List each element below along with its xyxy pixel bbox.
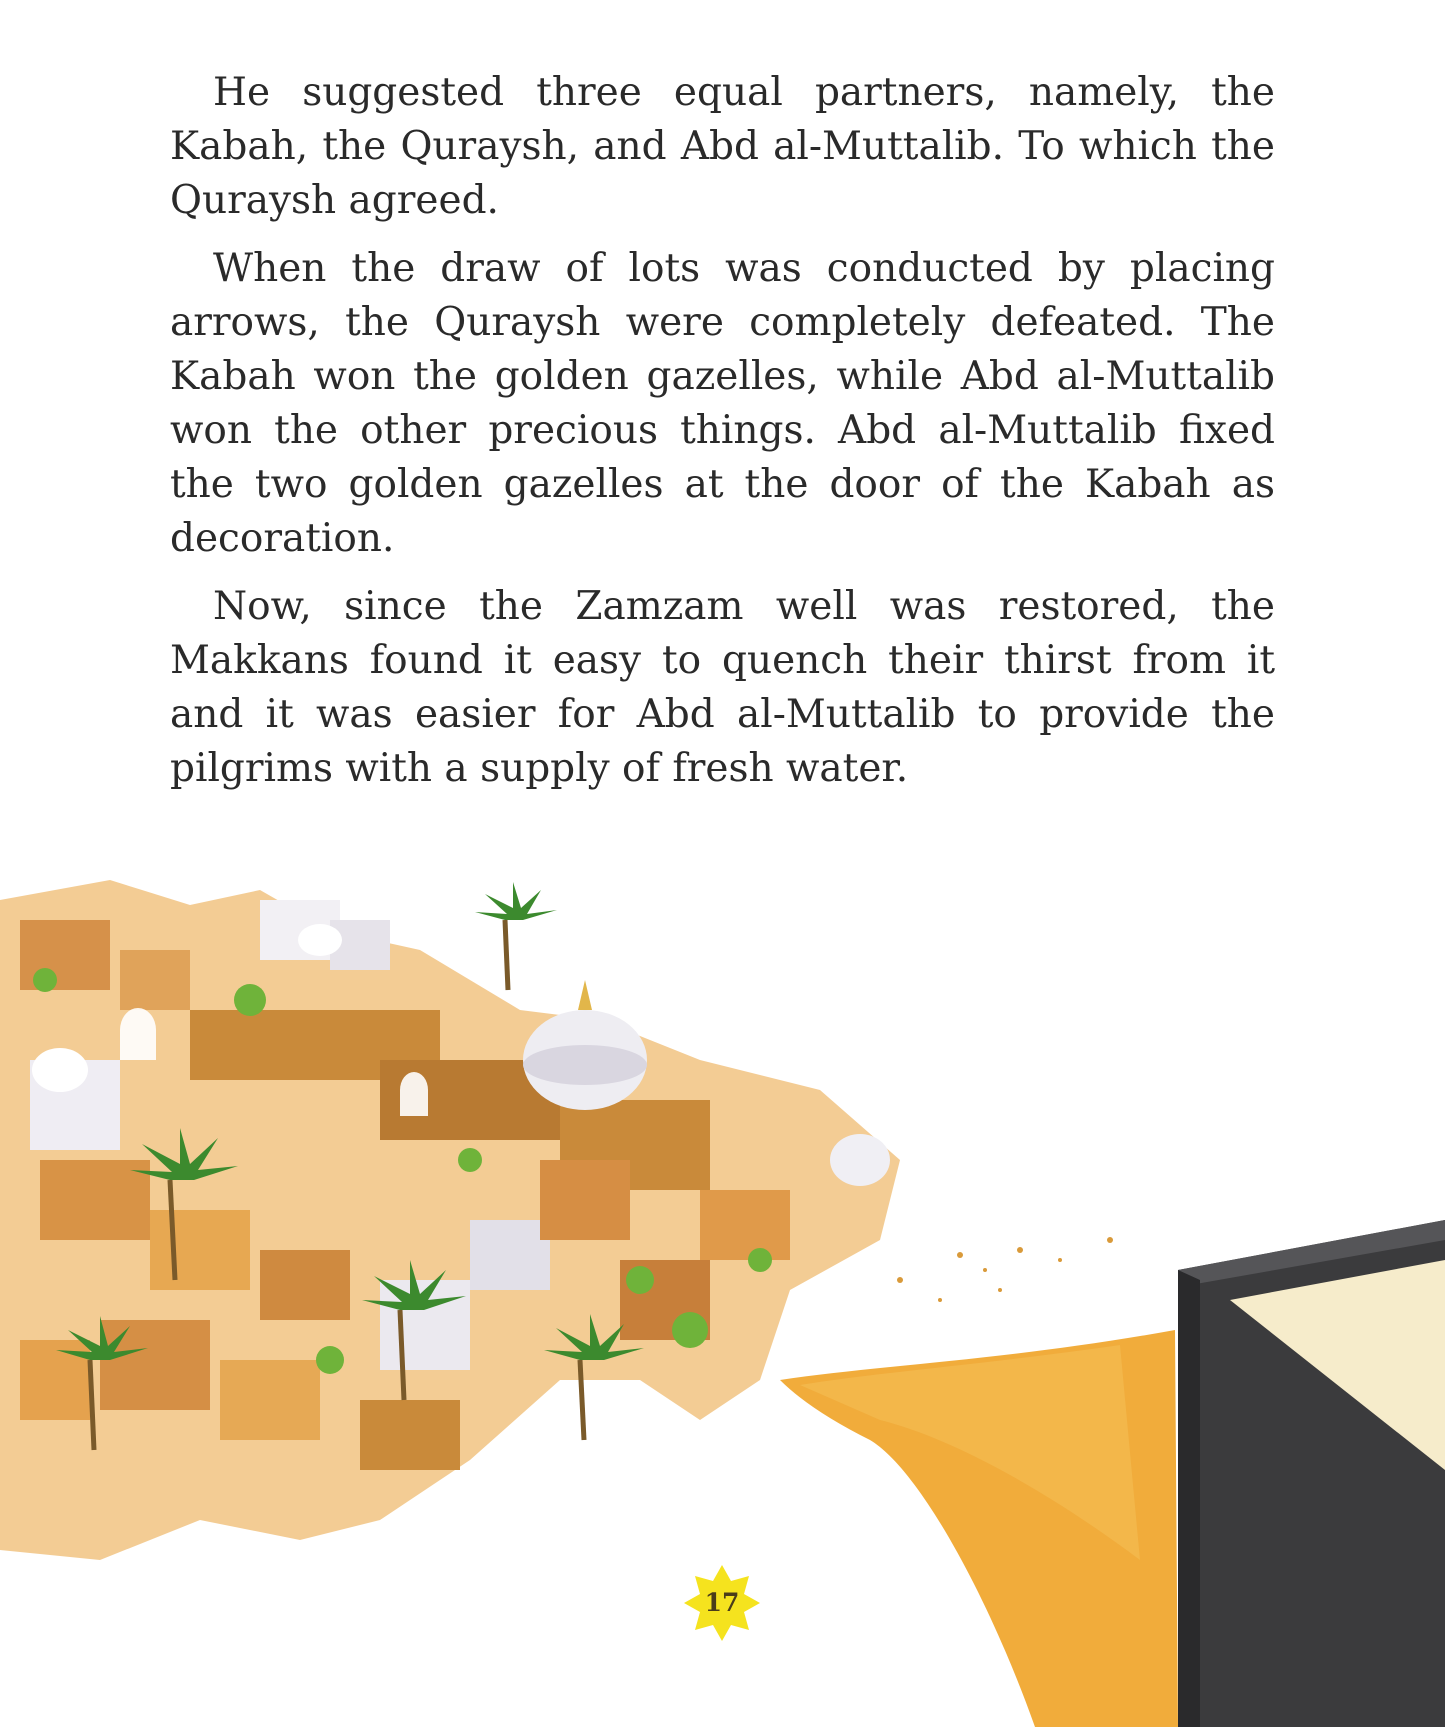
body-text — [170, 66, 1275, 810]
paragraph-3: Now, since the Zamzam well was restored, the Makkans found it easy to quench their thirst from it and it was easier for Abd al-Muttalib to provide the pilgrims with a supply of fresh water. — [170, 584, 1275, 791]
sand-specks — [897, 1237, 1113, 1302]
page-number: 17 — [704, 1588, 740, 1617]
city-buildings — [0, 880, 900, 1560]
kabah — [1178, 1220, 1445, 1727]
paragraph-1: He suggested three equal partners, namely, the Kabah, the Quraysh, and Abd al-Muttalib. To which the Quraysh agreed. — [170, 70, 1275, 223]
paragraph-2: When the draw of lots was conducted by placing arrows, the Quraysh were completely defeated. The Kabah won the golden gazelles, while Abd al-Muttalib won the other precious things. Abd al-Muttalib fixed the two golden gazelles at the door of the Kabah as decoration. — [170, 246, 1275, 561]
